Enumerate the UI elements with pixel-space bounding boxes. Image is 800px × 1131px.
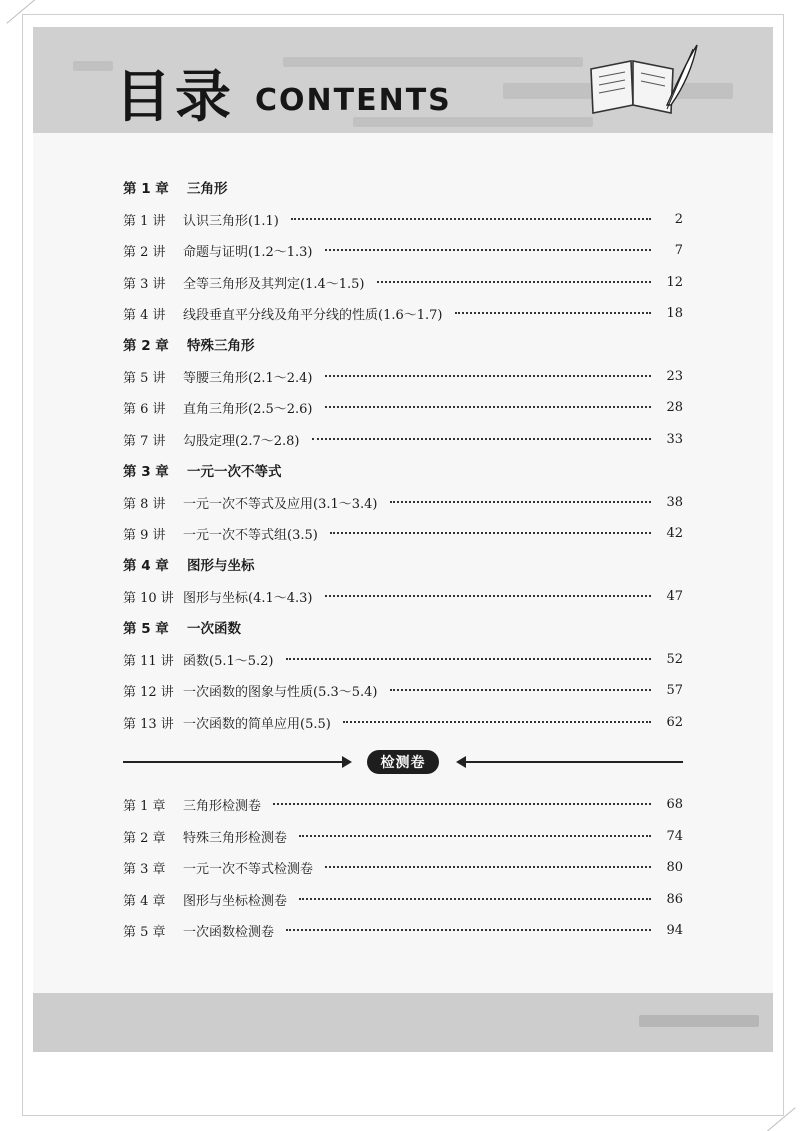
page-number: 74	[666, 828, 683, 844]
chapter-title: 图形与坐标	[187, 558, 255, 574]
chapter-number: 第 5 章	[123, 621, 169, 637]
page-number: 94	[666, 922, 683, 938]
page-number: 33	[666, 431, 683, 447]
lecture-title: 一元一次不等式组(3.5)	[183, 527, 318, 543]
lecture-number: 第 7 讲	[123, 433, 166, 449]
leader-dots	[330, 532, 651, 534]
page-title: 目录	[115, 65, 235, 130]
leader-dots	[325, 406, 652, 408]
lecture-number: 第 11 讲	[123, 653, 174, 669]
lecture-number: 第 9 讲	[123, 527, 166, 543]
chapter-number: 第 4 章	[123, 558, 169, 574]
toc-entry[interactable]	[123, 649, 683, 669]
leader-dots	[325, 375, 652, 377]
table-of-contents	[33, 27, 773, 1052]
lecture-number: 第 12 讲	[123, 684, 174, 700]
toc-entry[interactable]	[123, 794, 683, 814]
page-number: 12	[666, 274, 683, 290]
test-title: 图形与坐标检测卷	[183, 893, 288, 909]
test-chapter-number: 第 5 章	[123, 924, 166, 940]
divider-line	[123, 761, 345, 763]
tests-section-badge: 检测卷	[367, 750, 439, 774]
lecture-title: 直角三角形(2.5～2.6)	[183, 401, 313, 417]
toc-entry[interactable]	[123, 240, 683, 260]
page-number: 86	[666, 891, 683, 907]
leader-dots	[291, 218, 651, 220]
leader-dots	[273, 803, 651, 805]
lecture-title: 图形与坐标(4.1～4.3)	[183, 590, 313, 606]
lecture-number: 第 8 讲	[123, 496, 166, 512]
test-chapter-number: 第 4 章	[123, 893, 166, 909]
chapter-number: 第 1 章	[123, 181, 169, 197]
chapter-number: 第 3 章	[123, 464, 169, 480]
lecture-title: 一次函数的简单应用(5.5)	[183, 716, 331, 732]
lecture-title: 勾股定理(2.7～2.8)	[183, 433, 300, 449]
toc-entry[interactable]	[123, 680, 683, 700]
test-chapter-number: 第 2 章	[123, 830, 166, 846]
page-number: 18	[666, 305, 683, 321]
page-number: 38	[666, 494, 683, 510]
toc-entry[interactable]	[123, 303, 683, 323]
toc-entry[interactable]	[123, 889, 683, 909]
lecture-title: 认识三角形(1.1)	[183, 213, 279, 229]
leader-dots	[325, 595, 652, 597]
leader-dots	[286, 658, 652, 660]
toc-entry[interactable]	[123, 523, 683, 543]
divider-line	[463, 761, 683, 763]
leader-dots	[455, 312, 652, 314]
toc-entry[interactable]	[123, 429, 683, 449]
toc-entry[interactable]	[123, 712, 683, 732]
lecture-number: 第 1 讲	[123, 213, 166, 229]
toc-page	[33, 27, 773, 1052]
toc-entry[interactable]	[123, 366, 683, 386]
chapter-number: 第 2 章	[123, 338, 169, 354]
leader-dots	[325, 249, 652, 251]
leader-dots	[286, 929, 651, 931]
chapter-heading	[123, 554, 255, 574]
page-number: 57	[666, 682, 683, 698]
page-number: 23	[666, 368, 683, 384]
page-number: 7	[674, 242, 683, 258]
toc-entry[interactable]	[123, 209, 683, 229]
leader-dots	[390, 689, 652, 691]
leader-dots	[343, 721, 651, 723]
page-title-en: CONTENTS	[255, 83, 452, 118]
lecture-title: 全等三角形及其判定(1.4～1.5)	[183, 276, 365, 292]
lecture-title: 一元一次不等式及应用(3.1～3.4)	[183, 496, 378, 512]
page-number: 80	[666, 859, 683, 875]
leader-dots	[299, 835, 651, 837]
lecture-number: 第 5 讲	[123, 370, 166, 386]
page-number: 68	[666, 796, 683, 812]
toc-entry[interactable]	[123, 857, 683, 877]
test-title: 三角形检测卷	[183, 798, 262, 814]
lecture-number: 第 10 讲	[123, 590, 174, 606]
test-title: 一次函数检测卷	[183, 924, 275, 940]
lecture-number: 第 4 讲	[123, 307, 166, 323]
chapter-title: 特殊三角形	[187, 338, 255, 354]
page-number: 2	[674, 211, 683, 227]
page-number: 47	[666, 588, 683, 604]
chapter-title: 三角形	[187, 181, 228, 197]
lecture-number: 第 3 讲	[123, 276, 166, 292]
test-title: 一元一次不等式检测卷	[183, 861, 314, 877]
chapter-heading	[123, 177, 228, 197]
leader-dots	[377, 281, 652, 283]
toc-entry[interactable]	[123, 920, 683, 940]
page-number: 62	[666, 714, 683, 730]
chapter-heading	[123, 460, 282, 480]
leader-dots	[312, 438, 652, 440]
chapter-title: 一元一次不等式	[187, 464, 282, 480]
page-number: 52	[666, 651, 683, 667]
leader-dots	[299, 898, 651, 900]
lecture-number: 第 6 讲	[123, 401, 166, 417]
tests-divider	[123, 751, 683, 773]
lecture-number: 第 2 讲	[123, 244, 166, 260]
chapter-title: 一次函数	[187, 621, 241, 637]
page-number: 42	[666, 525, 683, 541]
test-chapter-number: 第 1 章	[123, 798, 166, 814]
toc-entry[interactable]	[123, 272, 683, 292]
toc-entry[interactable]	[123, 586, 683, 606]
lecture-title: 等腰三角形(2.1～2.4)	[183, 370, 313, 386]
arrow-right-icon	[342, 756, 352, 768]
toc-entry[interactable]	[123, 826, 683, 846]
lecture-title: 线段垂直平分线及角平分线的性质(1.6～1.7)	[183, 307, 443, 323]
page-number: 28	[666, 399, 683, 415]
lecture-title: 函数(5.1～5.2)	[183, 653, 274, 669]
lecture-title: 一次函数的图象与性质(5.3～5.4)	[183, 684, 378, 700]
leader-dots	[325, 866, 651, 868]
leader-dots	[390, 501, 652, 503]
test-chapter-number: 第 3 章	[123, 861, 166, 877]
lecture-number: 第 13 讲	[123, 716, 174, 732]
test-title: 特殊三角形检测卷	[183, 830, 288, 846]
chapter-heading	[123, 617, 241, 637]
lecture-title: 命题与证明(1.2～1.3)	[183, 244, 313, 260]
toc-entry[interactable]	[123, 492, 683, 512]
toc-entry[interactable]	[123, 397, 683, 417]
chapter-heading	[123, 334, 255, 354]
